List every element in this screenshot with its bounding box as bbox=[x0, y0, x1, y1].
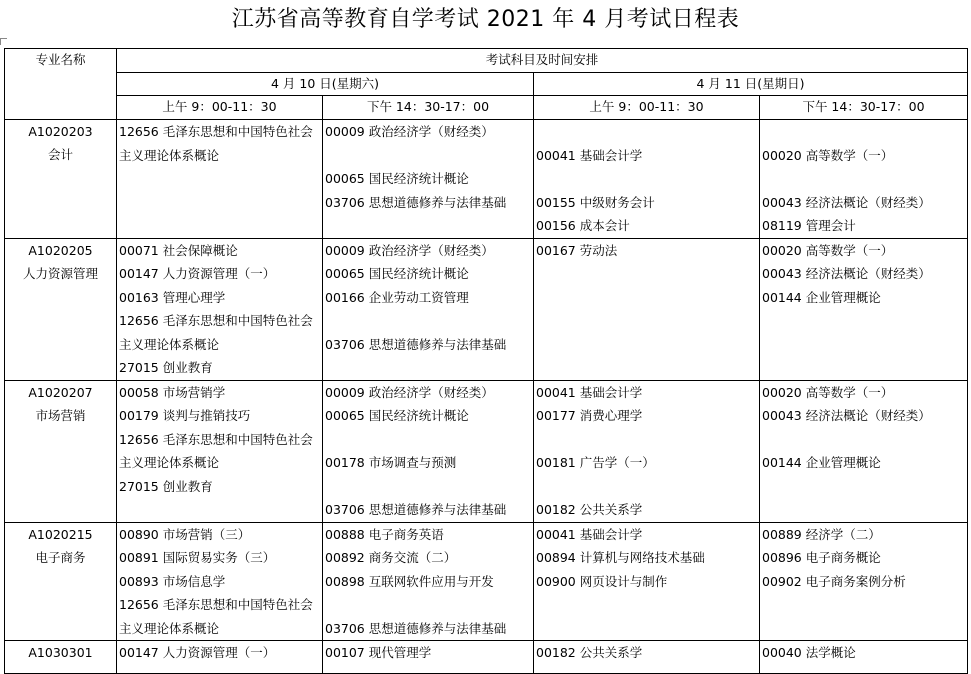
subject-item: 12656 毛泽东思想和中国特色社会主义理论体系概论 bbox=[119, 431, 313, 470]
subject-cell-d1pm bbox=[323, 380, 534, 522]
major-row bbox=[5, 120, 968, 239]
major-row bbox=[5, 641, 968, 674]
subject-item: 00166 企业劳动工资管理 bbox=[325, 289, 469, 305]
subject-item: 00147 人力资源管理（一） bbox=[119, 645, 276, 660]
subject-cell-d2pm bbox=[760, 641, 968, 674]
subject-cell-d1am bbox=[117, 238, 323, 380]
subject-item bbox=[534, 475, 759, 499]
subject-item: 00144 企业管理概论 bbox=[762, 289, 881, 305]
subject-item bbox=[323, 428, 533, 452]
subject-item bbox=[760, 428, 967, 452]
subject-item bbox=[323, 309, 533, 333]
subject-item: 00071 社会保障概论 bbox=[119, 242, 238, 258]
major-cell bbox=[5, 641, 117, 674]
major-cell bbox=[5, 380, 117, 522]
subject-item: 00156 成本会计 bbox=[536, 218, 630, 233]
subject-item: 00181 广告学（一） bbox=[536, 455, 655, 470]
subject-item: 12656 毛泽东思想和中国特色社会主义理论体系概论 bbox=[119, 313, 313, 352]
subject-item: 00890 市场营销（三） bbox=[119, 526, 251, 542]
major-cell bbox=[5, 522, 117, 641]
day1-am-header: 上午 9：00-11：30 bbox=[117, 96, 323, 120]
subject-item: 12656 毛泽东思想和中国特色社会主义理论体系概论 bbox=[119, 597, 313, 636]
major-cell bbox=[5, 120, 117, 239]
subject-cell-d2am bbox=[534, 238, 760, 380]
subject-item: 00040 法学概论 bbox=[762, 645, 856, 660]
subject-item: 08119 管理会计 bbox=[762, 218, 856, 233]
subject-cell-d1am bbox=[117, 380, 323, 522]
subject-item: 12656 毛泽东思想和中国特色社会主义理论体系概论 bbox=[119, 124, 313, 163]
subject-item: 00041 基础会计学 bbox=[536, 526, 643, 542]
subject-cell-d1am bbox=[117, 120, 323, 239]
page-title: 江苏省高等教育自学考试 2021 年 4 月考试日程表 bbox=[231, 7, 740, 32]
subject-item bbox=[534, 120, 759, 144]
subject-item: 00009 政治经济学（财经类） bbox=[325, 384, 494, 400]
subject-cell-d1pm bbox=[323, 641, 534, 674]
subject-item: 00167 劳动法 bbox=[536, 242, 618, 258]
subject-item: 03706 思想道德修养与法律基础 bbox=[325, 620, 507, 636]
subject-item: 03706 思想道德修养与法律基础 bbox=[325, 194, 507, 210]
subject-item: 00065 国民经济统计概论 bbox=[325, 266, 469, 281]
subject-cell-d2pm bbox=[760, 380, 968, 522]
subject-item bbox=[323, 593, 533, 617]
subject-item: 00107 现代管理学 bbox=[325, 645, 432, 660]
subject-cell-d2am bbox=[534, 120, 760, 239]
major-name: 会计 bbox=[47, 147, 73, 162]
major-row bbox=[5, 238, 968, 380]
subject-item: 00009 政治经济学（财经类） bbox=[325, 124, 494, 139]
day2-am-header: 上午 9：00-11：30 bbox=[534, 96, 760, 120]
subject-item: 00179 谈判与推销技巧 bbox=[119, 408, 251, 423]
subject-item: 00177 消费心理学 bbox=[536, 408, 643, 423]
subject-item: 27015 创业教育 bbox=[119, 360, 213, 375]
subject-item: 00182 公共关系学 bbox=[536, 645, 643, 660]
subject-item: 00182 公共关系学 bbox=[536, 502, 643, 517]
subject-cell-d2pm bbox=[760, 522, 968, 641]
subject-item: 00163 管理心理学 bbox=[119, 289, 226, 305]
major-name: 电子商务 bbox=[35, 549, 86, 565]
subject-item: 00043 经济法概论（财经类） bbox=[762, 194, 931, 210]
exam-schedule-table bbox=[4, 48, 968, 674]
subject-item: 27015 创业教育 bbox=[119, 478, 213, 494]
day1-pm-header: 下午 14：30-17：00 bbox=[323, 96, 534, 120]
subject-item: 00902 电子商务案例分析 bbox=[762, 573, 906, 589]
subject-item: 00041 基础会计学 bbox=[536, 147, 643, 163]
subject-cell-d1pm bbox=[323, 120, 534, 239]
subject-cell-d1pm bbox=[323, 522, 534, 641]
subject-item: 00888 电子商务英语 bbox=[325, 526, 444, 542]
major-cell bbox=[5, 238, 117, 380]
subject-item: 00041 基础会计学 bbox=[536, 384, 643, 400]
major-code: A1020205 bbox=[28, 242, 93, 258]
major-name: 市场营销 bbox=[35, 407, 86, 423]
subject-item: 00892 商务交流（二） bbox=[325, 550, 457, 565]
major-row bbox=[5, 522, 968, 641]
subject-item: 00178 市场调查与预测 bbox=[325, 455, 457, 470]
subject-item bbox=[323, 144, 533, 168]
subject-item bbox=[760, 167, 967, 191]
subject-item bbox=[323, 475, 533, 499]
subject-item: 00058 市场营销学 bbox=[119, 384, 226, 400]
subject-item: 00147 人力资源管理（一） bbox=[119, 266, 276, 281]
major-code: A1030301 bbox=[28, 645, 93, 660]
subject-cell-d2pm bbox=[760, 238, 968, 380]
subject-item: 00900 网页设计与制作 bbox=[536, 573, 668, 589]
subject-item bbox=[534, 428, 759, 452]
subject-item: 00898 互联网软件应用与开发 bbox=[325, 573, 494, 589]
subject-item: 03706 思想道德修养与法律基础 bbox=[325, 336, 507, 352]
schedule-header: 考试科目及时间安排 bbox=[117, 49, 968, 73]
major-name: 人力资源管理 bbox=[22, 265, 98, 281]
subject-cell-d2am bbox=[534, 380, 760, 522]
subject-item: 00020 高等数学（一） bbox=[762, 147, 894, 163]
day2-pm-header: 下午 14：30-17：00 bbox=[760, 96, 968, 120]
subject-cell-d2am bbox=[534, 641, 760, 674]
subject-item: 00065 国民经济统计概论 bbox=[325, 171, 469, 186]
subject-item: 00155 中级财务会计 bbox=[536, 194, 655, 210]
subject-item: 00893 市场信息学 bbox=[119, 573, 226, 589]
day2-header: 4 月 11 日(星期日) bbox=[534, 72, 968, 96]
subject-cell-d1pm bbox=[323, 238, 534, 380]
subject-item: 00891 国际贸易实务（三） bbox=[119, 550, 276, 565]
subject-cell-d2pm bbox=[760, 120, 968, 239]
major-column-header: 专业名称 bbox=[5, 49, 117, 120]
subject-item: 00894 计算机与网络技术基础 bbox=[536, 550, 705, 565]
subject-item: 00043 经济法概论（财经类） bbox=[762, 408, 931, 423]
major-row bbox=[5, 380, 968, 522]
subject-item: 00020 高等数学（一） bbox=[762, 384, 894, 400]
day1-header: 4 月 10 日(星期六) bbox=[117, 72, 534, 96]
subject-item: 00020 高等数学（一） bbox=[762, 242, 894, 258]
subject-item bbox=[760, 120, 967, 144]
corner-mark bbox=[0, 38, 7, 45]
subject-item bbox=[534, 167, 759, 191]
subject-cell-d2am bbox=[534, 522, 760, 641]
subject-cell-d1am bbox=[117, 641, 323, 674]
subject-cell-d1am bbox=[117, 522, 323, 641]
major-code: A1020215 bbox=[28, 526, 93, 542]
subject-item: 00889 经济学（二） bbox=[762, 526, 881, 542]
major-code: A1020207 bbox=[28, 384, 93, 400]
subject-item: 00065 国民经济统计概论 bbox=[325, 408, 469, 423]
subject-item: 00043 经济法概论（财经类） bbox=[762, 266, 931, 281]
major-code: A1020203 bbox=[28, 124, 93, 139]
subject-item: 03706 思想道德修养与法律基础 bbox=[325, 502, 507, 517]
subject-item: 00009 政治经济学（财经类） bbox=[325, 242, 494, 258]
subject-item: 00144 企业管理概论 bbox=[762, 455, 881, 470]
subject-item: 00896 电子商务概论 bbox=[762, 550, 881, 565]
